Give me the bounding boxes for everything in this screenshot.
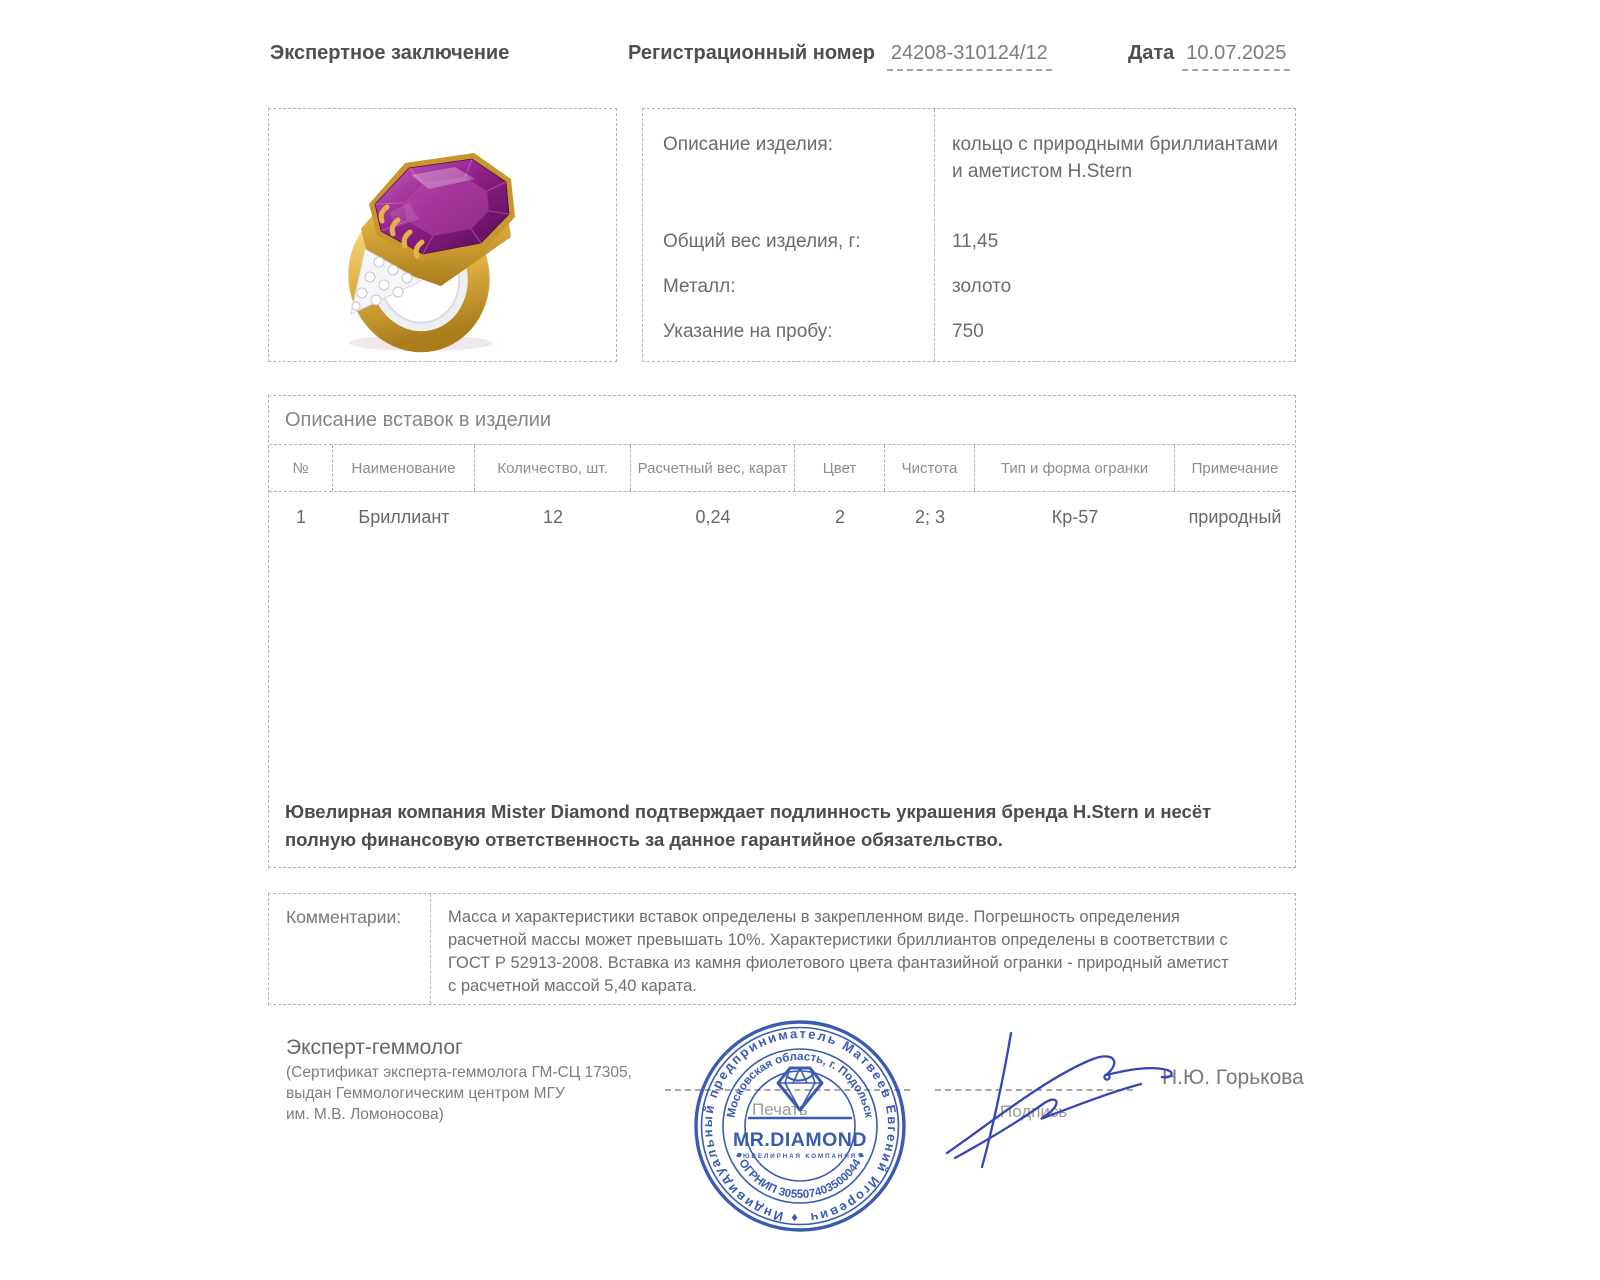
- stamp-brand-text: MR.DIAMOND: [733, 1129, 867, 1151]
- row-color-cell: 2: [834, 506, 845, 527]
- inserts-section: [268, 395, 1296, 868]
- inserts-title: Описание вставок в изделии: [285, 409, 552, 431]
- expert-name: Н.Ю. Горькова: [1162, 1066, 1304, 1089]
- column-header-name: Наименование: [333, 445, 475, 491]
- row-quantity-cell: 12: [542, 506, 564, 527]
- product-weight-value: 11,45: [952, 231, 999, 252]
- signature-field-label: Подпись: [1000, 1102, 1068, 1121]
- product-photo-box: [268, 108, 617, 362]
- signature: [925, 1015, 1195, 1175]
- product-metal-row: [643, 273, 1295, 300]
- column-header-weight: Расчетный вес, карат: [631, 445, 795, 491]
- product-hallmark-row: [643, 318, 1295, 345]
- column-header-number: №: [269, 445, 333, 491]
- expert-certificate-line: им. М.В. Ломоносова): [286, 1106, 444, 1123]
- column-header-color: Цвет: [795, 445, 885, 491]
- inserts-table-header: [269, 444, 1295, 492]
- product-weight-row: [643, 228, 1295, 255]
- product-metal-value: золото: [952, 276, 1012, 297]
- ring-photo: [269, 109, 614, 359]
- row-clarity-cell: 2; 3: [914, 506, 946, 527]
- product-description-label: Описание изделия:: [663, 134, 833, 155]
- stamp-field-label: Печать: [752, 1100, 808, 1119]
- column-header-cut: Тип и форма огранки: [975, 445, 1175, 491]
- product-hallmark-value: 750: [952, 321, 984, 342]
- guarantee-statement: Ювелирная компания Mister Diamond подтверждает подлинность украшения бренда H.Stern и несёт полную финансовую ответственность за данное гарантийное обязательство.: [285, 801, 1212, 850]
- row-note-cell: природный: [1188, 506, 1282, 527]
- product-hallmark-label: Указание на пробу:: [663, 321, 833, 342]
- product-description-row: [643, 131, 1295, 185]
- registration-number: [628, 42, 1052, 65]
- registration-number-value: 24208-310124/12: [887, 42, 1052, 71]
- row-number-cell: 1: [295, 506, 306, 527]
- stamp-diamond-icon: [778, 1068, 822, 1110]
- date-value: 10.07.2025: [1182, 42, 1290, 71]
- stamp-outer-ring-text: ♦ Индивидуальный предприниматель Матвеев Евгений Игоревич: [699, 1025, 901, 1227]
- product-details-box: [642, 108, 1296, 362]
- row-cut-cell: Кр-57: [1051, 506, 1099, 527]
- column-header-quantity: Количество, шт.: [475, 445, 631, 491]
- product-weight-label: Общий вес изделия, г:: [663, 231, 861, 252]
- registration-number-label: Регистрационный номер: [628, 42, 875, 64]
- page-title: Экспертное заключение: [270, 42, 510, 64]
- product-description-value: кольцо с природными бриллиантами и аметистом H.Stern: [952, 134, 1278, 182]
- details-divider: [934, 109, 935, 361]
- column-header-note: Примечание: [1191, 459, 1279, 477]
- comments-text: Масса и характеристики вставок определены в закрепленном виде. Погрешность определения расчетной массы может превышать 10%. Характеристики бриллиантов определены в соответствии с ГОСТ Р 52913-2008. Вставка из камня фиолетового цвета фантазийной огранки - природный аметист с расчетной массой 5,40 карата.: [448, 908, 1229, 995]
- expert-certificate: [286, 1062, 632, 1125]
- comments-section: [268, 893, 1296, 1005]
- stamp-region-text: Московская область, г. Подольск: [724, 1049, 876, 1119]
- stamp-brand-subtext: ЮВЕЛИРНАЯ КОМПАНИЯ: [742, 1153, 858, 1160]
- row-weight-cell: 0,24: [695, 506, 731, 527]
- company-stamp: [680, 1006, 920, 1251]
- table-row: [269, 492, 1295, 536]
- comments-label: Комментарии:: [269, 894, 431, 1004]
- stamp-ogrnip-text: ♦ ОГРНИП 305507403500044 ♦: [732, 1149, 868, 1201]
- date: [1128, 42, 1290, 65]
- expert-certificate-line: (Сертификат эксперта-геммолога ГМ-СЦ 17305,: [286, 1064, 632, 1081]
- row-name-cell: Бриллиант: [358, 506, 450, 527]
- stamp-middle-circle: [723, 1049, 877, 1203]
- product-metal-label: Металл:: [663, 276, 736, 297]
- date-label: Дата: [1128, 42, 1175, 64]
- expert-title: Эксперт-геммолог: [286, 1036, 463, 1059]
- expert-certificate-line: выдан Геммологическим центром МГУ: [286, 1085, 565, 1102]
- column-header-clarity: Чистота: [885, 445, 975, 491]
